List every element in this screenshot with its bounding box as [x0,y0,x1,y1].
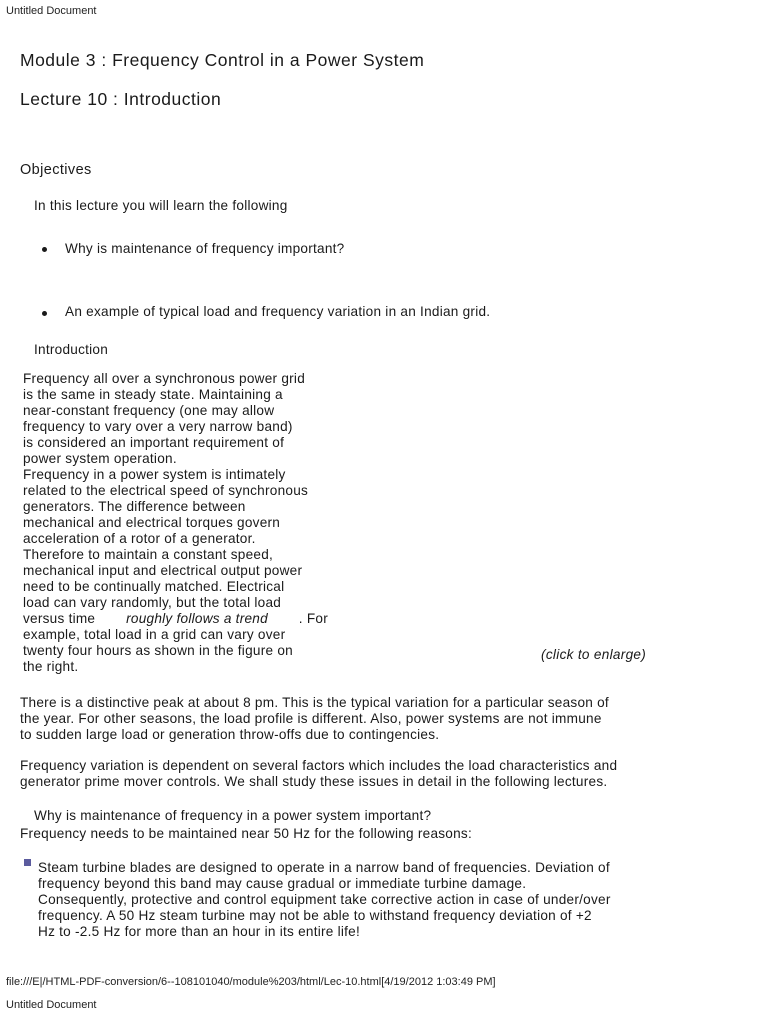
intro-line: mechanical input and electrical output power [23,563,303,578]
intro-line: is considered an important requirement of [23,435,285,450]
footer-file-path: file:///E|/HTML-PDF-conversion/6--108101040/module%203/html/Lec-10.html[4/19/2012 1:03:49 PM] [6,976,496,988]
document-header-title: Untitled Document [6,5,97,17]
introduction-heading: Introduction [34,342,109,357]
lecture-title: Lecture 10 : Introduction [20,89,222,109]
intro-line: near-constant frequency (one may allow [23,403,275,418]
why-heading: Why is maintenance of frequency in a power system important? [34,808,432,823]
intro-line: twenty four hours as shown in the figure on [23,643,293,658]
paragraph-line: to sudden large load or generation throw-offs due to contingencies. [20,727,440,742]
why-list-item [38,860,611,940]
enlarge-figure-link[interactable]: (click to enlarge) [541,647,647,662]
peak-paragraph [20,695,609,743]
item-line: Hz to -2.5 Hz for more than an hour in its entire life! [38,924,361,939]
objective-item: An example of typical load and frequency variation in an Indian grid. [65,304,491,319]
intro-line: is the same in steady state. Maintaining a [23,387,283,402]
intro-line: related to the electrical speed of synchronous [23,483,309,498]
paragraph-line: the year. For other seasons, the load profile is different. Also, power systems are not immune [20,711,602,726]
item-line: frequency. A 50 Hz steam turbine may not be able to withstand frequency deviation of +2 [38,908,592,923]
intro-line [23,611,328,627]
intro-line: need to be continually matched. Electrical [23,579,285,594]
introduction-paragraph [23,371,328,675]
item-line: Consequently, protective and control equipment take corrective action in case of under/over [38,892,611,907]
intro-line: power system operation. [23,451,177,466]
footer-title: Untitled Document [6,999,97,1011]
intro-line: Therefore to maintain a constant speed, [23,547,274,562]
bullet-icon [42,311,47,316]
paragraph-line: There is a distinctive peak at about 8 pm. This is the typical variation for a particular season of [20,695,609,710]
objectives-heading: Objectives [20,162,92,178]
intro-text: . For [298,611,328,626]
intro-line: Frequency in a power system is intimately [23,467,286,482]
item-line: Steam turbine blades are designed to operate in a narrow band of frequencies. Deviation of [38,860,610,875]
intro-line: generators. The difference between [23,499,246,514]
intro-line: load can vary randomly, but the total load [23,595,282,610]
objectives-lead: In this lecture you will learn the following [34,198,288,213]
why-lead: Frequency needs to be maintained near 50 Hz for the following reasons: [20,826,473,841]
bullet-icon [42,247,47,252]
intro-line: frequency to vary over a very narrow band) [23,419,293,434]
module-title: Module 3 : Frequency Control in a Power System [20,50,425,70]
intro-line: acceleration of a rotor of a generator. [23,531,256,546]
intro-line: example, total load in a grid can vary over [23,627,286,642]
paragraph-line: generator prime mover controls. We shall study these issues in detail in the following lectures. [20,774,608,789]
objective-item: Why is maintenance of frequency important? [65,241,345,256]
intro-line: mechanical and electrical torques govern [23,515,281,530]
intro-line: Frequency all over a synchronous power grid [23,371,306,386]
intro-emphasis: roughly follows a trend [126,611,268,626]
paragraph-line: Frequency variation is dependent on several factors which includes the load characteristics and [20,758,618,773]
intro-text: versus time [23,611,96,626]
variation-paragraph [20,758,617,790]
intro-line: the right. [23,659,79,674]
square-bullet-icon [24,859,31,866]
item-line: frequency beyond this band may cause gradual or immediate turbine damage. [38,876,527,891]
